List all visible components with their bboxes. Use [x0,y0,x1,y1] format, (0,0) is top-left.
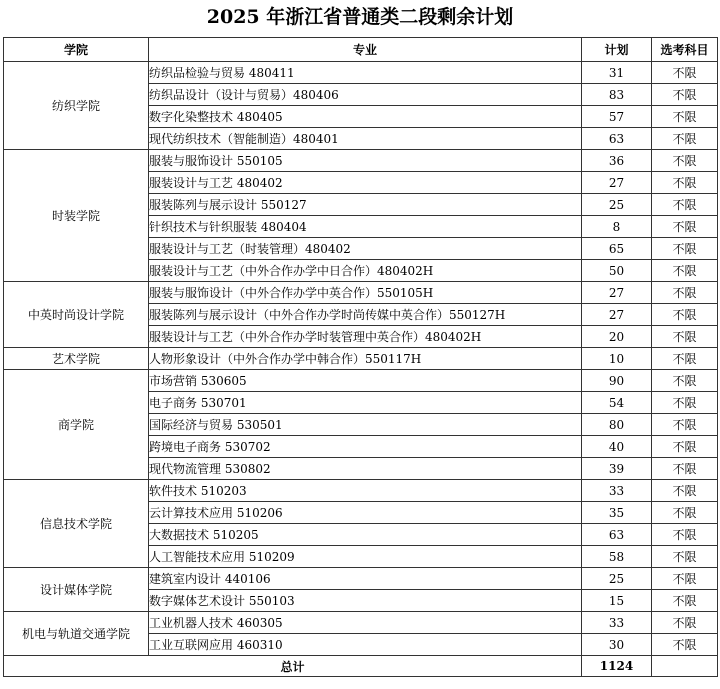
table-row [4,370,718,392]
major-name: 跨境电子商务 530702 [149,436,582,458]
subject-requirement: 不限 [652,502,718,524]
major-name: 服装设计与工艺（中外合作办学中日合作）480402H [149,260,582,282]
plan-count: 58 [582,546,652,568]
plan-count: 15 [582,590,652,612]
subject-requirement: 不限 [652,436,718,458]
plan-count: 31 [582,62,652,84]
major-name: 纺织品设计（设计与贸易）480406 [149,84,582,106]
plan-count: 27 [582,172,652,194]
plan-count: 25 [582,194,652,216]
plan-count: 8 [582,216,652,238]
total-plan: 1124 [582,656,652,677]
table-row [4,348,718,370]
plan-count: 35 [582,502,652,524]
table-row [4,568,718,590]
plan-count: 39 [582,458,652,480]
plan-count: 27 [582,282,652,304]
college-name: 信息技术学院 [4,480,149,568]
header-college: 学院 [4,38,149,62]
plan-count: 20 [582,326,652,348]
subject-requirement: 不限 [652,304,718,326]
subject-requirement: 不限 [652,392,718,414]
plan-count: 33 [582,480,652,502]
header-major: 专业 [149,38,582,62]
plan-table [3,37,718,677]
subject-requirement: 不限 [652,348,718,370]
major-name: 人工智能技术应用 510209 [149,546,582,568]
plan-count: 83 [582,84,652,106]
major-name: 数字化染整技术 480405 [149,106,582,128]
plan-count: 30 [582,634,652,656]
header-plan: 计划 [582,38,652,62]
subject-requirement: 不限 [652,546,718,568]
subject-requirement: 不限 [652,568,718,590]
major-name: 服装设计与工艺（中外合作办学时装管理中英合作）480402H [149,326,582,348]
major-name: 软件技术 510203 [149,480,582,502]
major-name: 现代纺织技术（智能制造）480401 [149,128,582,150]
major-name: 大数据技术 510205 [149,524,582,546]
major-name: 服装设计与工艺 480402 [149,172,582,194]
major-name: 服装与服饰设计 550105 [149,150,582,172]
plan-count: 63 [582,524,652,546]
subject-requirement: 不限 [652,590,718,612]
subject-requirement: 不限 [652,238,718,260]
subject-requirement: 不限 [652,62,718,84]
plan-count: 65 [582,238,652,260]
subject-requirement: 不限 [652,414,718,436]
total-row [4,656,718,677]
table-body [4,62,718,656]
college-name: 设计媒体学院 [4,568,149,612]
subject-requirement: 不限 [652,458,718,480]
total-label: 总计 [4,656,582,677]
subject-requirement: 不限 [652,370,718,392]
major-name: 国际经济与贸易 530501 [149,414,582,436]
college-name: 艺术学院 [4,348,149,370]
major-name: 工业互联网应用 460310 [149,634,582,656]
header-subject: 选考科目 [652,38,718,62]
table-row [4,150,718,172]
table-row [4,62,718,84]
major-name: 数字媒体艺术设计 550103 [149,590,582,612]
plan-count: 54 [582,392,652,414]
subject-requirement: 不限 [652,282,718,304]
subject-requirement: 不限 [652,480,718,502]
major-name: 人物形象设计（中外合作办学中韩合作）550117H [149,348,582,370]
major-name: 纺织品检验与贸易 480411 [149,62,582,84]
subject-requirement: 不限 [652,194,718,216]
plan-count: 33 [582,612,652,634]
subject-requirement: 不限 [652,216,718,238]
subject-requirement: 不限 [652,524,718,546]
table-row [4,612,718,634]
college-name: 中英时尚设计学院 [4,282,149,348]
major-name: 云计算技术应用 510206 [149,502,582,524]
major-name: 现代物流管理 530802 [149,458,582,480]
college-name: 时装学院 [4,150,149,282]
major-name: 针织技术与针织服装 480404 [149,216,582,238]
plan-count: 27 [582,304,652,326]
plan-count: 25 [582,568,652,590]
major-name: 服装陈列与展示设计 550127 [149,194,582,216]
college-name: 纺织学院 [4,62,149,150]
table-row [4,282,718,304]
subject-requirement: 不限 [652,612,718,634]
plan-count: 57 [582,106,652,128]
major-name: 建筑室内设计 440106 [149,568,582,590]
major-name: 服装设计与工艺（时装管理）480402 [149,238,582,260]
table-header-row [4,38,718,62]
subject-requirement: 不限 [652,260,718,282]
total-subject [652,656,718,677]
major-name: 服装陈列与展示设计（中外合作办学时尚传媒中英合作）550127H [149,304,582,326]
plan-count: 90 [582,370,652,392]
subject-requirement: 不限 [652,84,718,106]
major-name: 工业机器人技术 460305 [149,612,582,634]
major-name: 电子商务 530701 [149,392,582,414]
plan-count: 63 [582,128,652,150]
subject-requirement: 不限 [652,128,718,150]
subject-requirement: 不限 [652,172,718,194]
page-title: 2025 年浙江省普通类二段剩余计划 [206,6,514,28]
plan-count: 80 [582,414,652,436]
major-name: 服装与服饰设计（中外合作办学中英合作）550105H [149,282,582,304]
major-name: 市场营销 530605 [149,370,582,392]
college-name: 商学院 [4,370,149,480]
subject-requirement: 不限 [652,326,718,348]
plan-count: 40 [582,436,652,458]
table-row [4,480,718,502]
college-name: 机电与轨道交通学院 [4,612,149,656]
plan-count: 36 [582,150,652,172]
subject-requirement: 不限 [652,634,718,656]
plan-count: 50 [582,260,652,282]
plan-count: 10 [582,348,652,370]
subject-requirement: 不限 [652,106,718,128]
subject-requirement: 不限 [652,150,718,172]
